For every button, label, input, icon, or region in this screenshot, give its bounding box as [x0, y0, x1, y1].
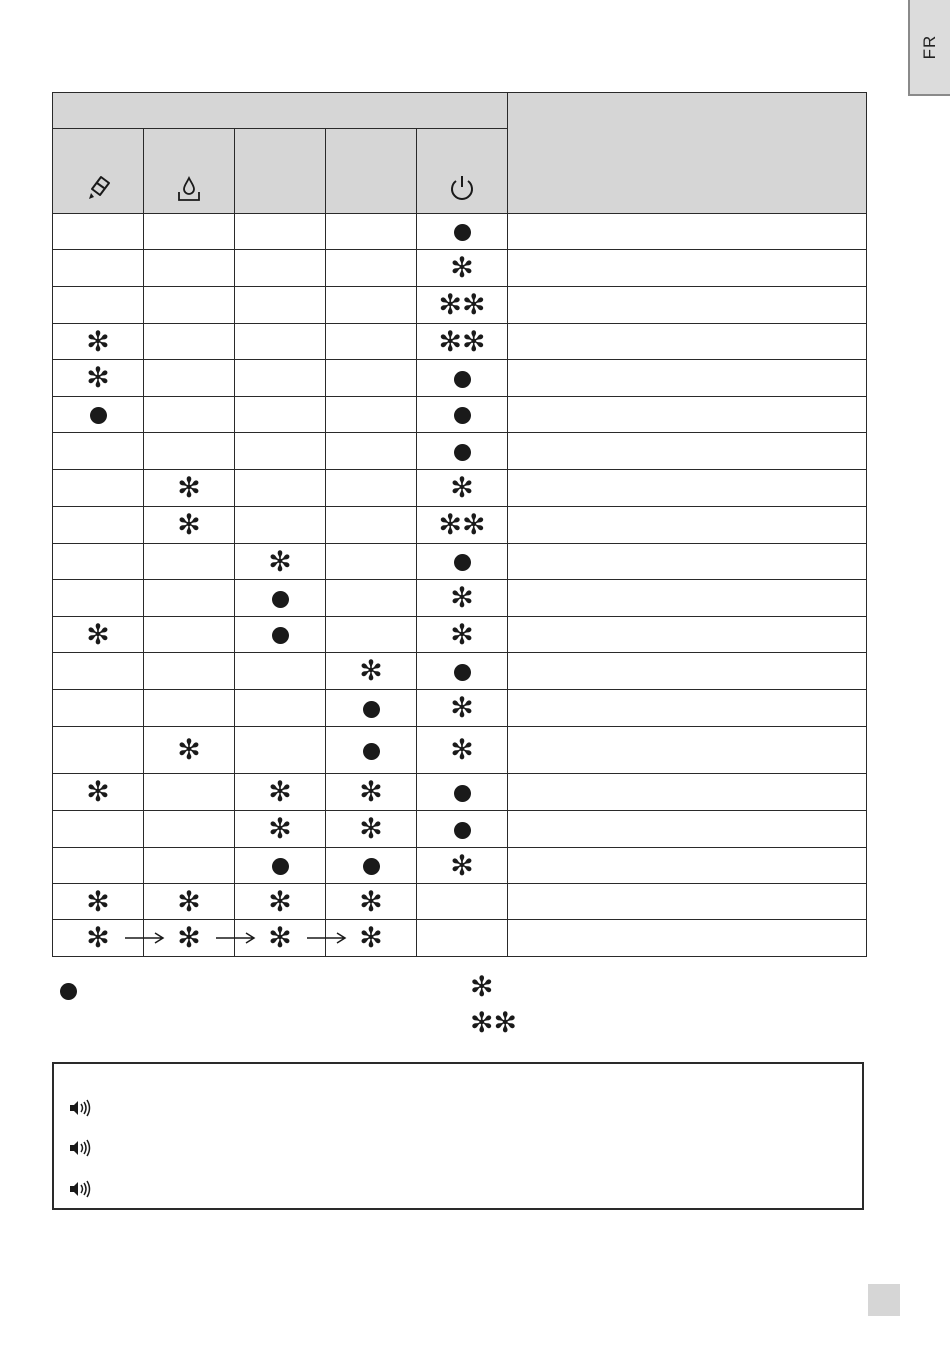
- meaning-cell: [508, 884, 867, 920]
- indicator-fast-blink-star: ✻✻: [438, 508, 486, 541]
- indicator-cell: [144, 811, 235, 848]
- indicator-on-dot: [454, 785, 471, 802]
- indicator-cell: [144, 884, 235, 920]
- indicator-blink-star: ✻: [177, 733, 201, 766]
- indicator-cell: [417, 324, 508, 360]
- table-row: [53, 884, 867, 920]
- table-row: [53, 580, 867, 617]
- meaning-cell: [508, 214, 867, 250]
- table-row: [53, 360, 867, 397]
- meaning-header: [508, 93, 867, 214]
- indicator-cell: [417, 727, 508, 774]
- meaning-cell: [508, 811, 867, 848]
- indicator-cell: [53, 214, 144, 250]
- indicator-on-dot: [272, 591, 289, 608]
- indicator-cell: [53, 360, 144, 397]
- indicator-blink-star: ✻: [268, 812, 292, 845]
- table-row: [53, 653, 867, 690]
- table-row: [53, 324, 867, 360]
- indicator-cell: [326, 507, 417, 544]
- sequence-arrow-icon: [214, 930, 258, 946]
- table-row: [53, 727, 867, 774]
- indicator-on-dot: [454, 822, 471, 839]
- meaning-cell: [508, 544, 867, 580]
- indicator-on-dot: [363, 743, 380, 760]
- indicator-cell: [417, 214, 508, 250]
- indicator-cell: [235, 397, 326, 433]
- indicator-cell: [326, 848, 417, 884]
- indicator-cell: [144, 690, 235, 727]
- meaning-cell: [508, 287, 867, 324]
- indicator-cell: [235, 287, 326, 324]
- indicator-cell: [53, 580, 144, 617]
- meaning-cell: [508, 617, 867, 653]
- indicator-cell: [235, 690, 326, 727]
- indicator-blink-star: ✻: [359, 812, 383, 845]
- indicator-cell: [53, 507, 144, 544]
- indicator-blink-star: ✻: [177, 921, 201, 954]
- legend-fast-blink-symbol: ✻✻: [470, 1006, 517, 1039]
- indicator-cell: [53, 884, 144, 920]
- table-row: [53, 848, 867, 884]
- table-row: [53, 507, 867, 544]
- indicator-cell: [53, 470, 144, 507]
- indicator-cell: [144, 433, 235, 470]
- sound-icon: [68, 1098, 94, 1118]
- meaning-cell: [508, 690, 867, 727]
- indicator-cell: [326, 811, 417, 848]
- indicator-cell: [144, 470, 235, 507]
- indicator-cell: [144, 507, 235, 544]
- indicator-cell: [144, 617, 235, 653]
- indicator-blink-star: ✻: [268, 921, 292, 954]
- indicator-blink-star: ✻: [450, 471, 474, 504]
- indicator-fast-blink-star: ✻✻: [438, 288, 486, 321]
- indicator-cell: [417, 580, 508, 617]
- indicator-table: [52, 92, 867, 957]
- indicator-cell: [144, 397, 235, 433]
- indicator-cell: [144, 324, 235, 360]
- meaning-cell: [508, 653, 867, 690]
- indicator-cell: [417, 848, 508, 884]
- meaning-cell: [508, 324, 867, 360]
- indicator-fast-blink-star: ✻✻: [438, 324, 486, 358]
- indicator-cell: [144, 360, 235, 397]
- indicator-cell: [326, 690, 417, 727]
- sound-icon: [68, 1179, 94, 1199]
- indicator-blink-star: ✻: [177, 471, 201, 504]
- indicator-cell: [144, 774, 235, 811]
- indicator-blink-star: ✻: [450, 581, 474, 614]
- indicator-on-dot: [454, 444, 471, 461]
- indicator-cell: [144, 848, 235, 884]
- table-row: [53, 287, 867, 324]
- indicator-cell: [326, 470, 417, 507]
- indicator-blink-star: ✻: [268, 775, 292, 808]
- sequence-arrow-icon: [305, 930, 349, 946]
- indicator-cell: [417, 287, 508, 324]
- indicator-cell: [53, 774, 144, 811]
- indicator-header: [53, 93, 508, 129]
- indicator-cell: [144, 544, 235, 580]
- language-tab: [908, 0, 950, 96]
- table-row: [53, 433, 867, 470]
- indicator-cell: [235, 774, 326, 811]
- indicator-blink-star: ✻: [86, 324, 110, 358]
- table-row: [53, 470, 867, 507]
- indicator-cell: [417, 433, 508, 470]
- indicator-cell: [235, 653, 326, 690]
- indicator-cell: [417, 884, 508, 920]
- indicator-cell: [235, 848, 326, 884]
- indicator-cell: [326, 324, 417, 360]
- indicator-blink-star: ✻: [86, 617, 110, 651]
- indicator-blink-star: ✻: [268, 884, 292, 918]
- indicator-cell: [417, 360, 508, 397]
- indicator-cell: [417, 774, 508, 811]
- indicator-cell: [144, 214, 235, 250]
- indicator-cell: [235, 811, 326, 848]
- indicator-cell: [326, 774, 417, 811]
- indicator-cell: [144, 250, 235, 287]
- table-row: [53, 617, 867, 653]
- page-number-tab: [868, 1284, 900, 1316]
- table-row: [53, 774, 867, 811]
- indicator-cell: [417, 544, 508, 580]
- indicator-blink-star: ✻: [359, 654, 383, 687]
- indicator-on-dot: [363, 701, 380, 718]
- indicator-on-dot: [454, 224, 471, 241]
- indicator-blink-star: ✻: [86, 361, 110, 394]
- indicator-blink-star: ✻: [359, 921, 383, 954]
- indicator-cell: [417, 653, 508, 690]
- indicator-on-dot: [363, 858, 380, 875]
- table-row: [53, 250, 867, 287]
- meaning-cell: [508, 580, 867, 617]
- descale-column-header: [53, 129, 144, 214]
- indicator-cell: [235, 544, 326, 580]
- indicator-cell: [235, 884, 326, 920]
- indicator-cell: [53, 727, 144, 774]
- meaning-cell: [508, 433, 867, 470]
- indicator-cell: [417, 920, 508, 957]
- indicator-cell: [235, 507, 326, 544]
- indicator-cell: [235, 360, 326, 397]
- indicator-cell: [326, 727, 417, 774]
- indicator-cell: [326, 287, 417, 324]
- indicator-cell: [53, 653, 144, 690]
- table-row: [53, 544, 867, 580]
- indicator-cell: [235, 433, 326, 470]
- indicator-blink-star: ✻: [177, 884, 201, 918]
- table-row: [53, 214, 867, 250]
- meaning-cell: [508, 250, 867, 287]
- indicator-cell: [53, 397, 144, 433]
- indicator-cell: [417, 617, 508, 653]
- power-column-header: [417, 129, 508, 214]
- indicator-cell: [53, 324, 144, 360]
- indicator-cell: [53, 433, 144, 470]
- column-4-header: [326, 129, 417, 214]
- indicator-cell: [53, 544, 144, 580]
- indicator-cell: [417, 470, 508, 507]
- indicator-blink-star: ✻: [450, 733, 474, 766]
- indicator-blink-star: ✻: [86, 884, 110, 918]
- indicator-cell: [326, 433, 417, 470]
- indicator-cell: [53, 250, 144, 287]
- sound-info-box: [52, 1062, 864, 1210]
- indicator-cell: [144, 653, 235, 690]
- table-row: [53, 811, 867, 848]
- indicator-on-dot: [454, 371, 471, 388]
- indicator-cell: [53, 848, 144, 884]
- indicator-blink-star: ✻: [86, 775, 110, 808]
- indicator-cell: [53, 690, 144, 727]
- indicator-cell: [144, 580, 235, 617]
- indicator-cell: [144, 287, 235, 324]
- indicator-cell: [53, 617, 144, 653]
- language-label: FR: [920, 34, 939, 60]
- descale-icon: [83, 173, 113, 203]
- power-icon: [447, 173, 477, 203]
- meaning-cell: [508, 360, 867, 397]
- indicator-cell: [235, 470, 326, 507]
- indicator-cell: [235, 617, 326, 653]
- indicator-cell: [417, 250, 508, 287]
- indicator-cell: [235, 324, 326, 360]
- indicator-on-dot: [454, 664, 471, 681]
- indicator-cell: [235, 214, 326, 250]
- indicator-cell: [417, 690, 508, 727]
- meaning-cell: [508, 774, 867, 811]
- water-column-header: [144, 129, 235, 214]
- indicator-blink-star: ✻: [268, 544, 292, 578]
- meaning-cell: [508, 727, 867, 774]
- indicator-cell: [326, 360, 417, 397]
- meaning-cell: [508, 470, 867, 507]
- indicator-blink-star: ✻: [450, 251, 474, 284]
- indicator-on-dot: [454, 407, 471, 424]
- indicator-cell: [235, 580, 326, 617]
- column-3-header: [235, 129, 326, 214]
- indicator-cell: [417, 811, 508, 848]
- indicator-blink-star: ✻: [359, 884, 383, 918]
- table-row: [53, 690, 867, 727]
- indicator-on-dot: [454, 554, 471, 571]
- indicator-blink-star: ✻: [450, 848, 474, 882]
- legend-blink-symbol: ✻: [470, 970, 494, 1003]
- indicator-cell: [326, 653, 417, 690]
- indicator-cell: [53, 287, 144, 324]
- indicator-cell: [326, 580, 417, 617]
- meaning-cell: [508, 507, 867, 544]
- indicator-cell: [326, 250, 417, 287]
- indicator-blink-star: ✻: [450, 617, 474, 651]
- indicator-blink-star: ✻: [359, 775, 383, 808]
- water-drop-icon: [175, 175, 203, 203]
- indicator-cell: [235, 727, 326, 774]
- indicator-cell: [417, 397, 508, 433]
- indicator-on-dot: [272, 627, 289, 644]
- indicator-cell: [326, 544, 417, 580]
- indicator-cell: [235, 250, 326, 287]
- indicator-cell: [326, 397, 417, 433]
- indicator-on-dot: [272, 858, 289, 875]
- indicator-cell: [53, 920, 144, 957]
- indicator-blink-star: ✻: [450, 691, 474, 724]
- indicator-blink-star: ✻: [177, 508, 201, 541]
- meaning-cell: [508, 920, 867, 957]
- meaning-cell: [508, 397, 867, 433]
- indicator-cell: [326, 214, 417, 250]
- indicator-blink-star: ✻: [86, 921, 110, 954]
- meaning-cell: [508, 848, 867, 884]
- indicator-cell: [417, 507, 508, 544]
- sequence-arrow-icon: [123, 930, 167, 946]
- table-row: [53, 397, 867, 433]
- indicator-cell: [326, 617, 417, 653]
- legend-on-symbol: [60, 983, 77, 1000]
- table-row: [53, 920, 867, 957]
- indicator-on-dot: [90, 407, 107, 424]
- indicator-cell: [53, 811, 144, 848]
- sound-icon: [68, 1138, 94, 1158]
- indicator-cell: [144, 727, 235, 774]
- indicator-cell: [326, 884, 417, 920]
